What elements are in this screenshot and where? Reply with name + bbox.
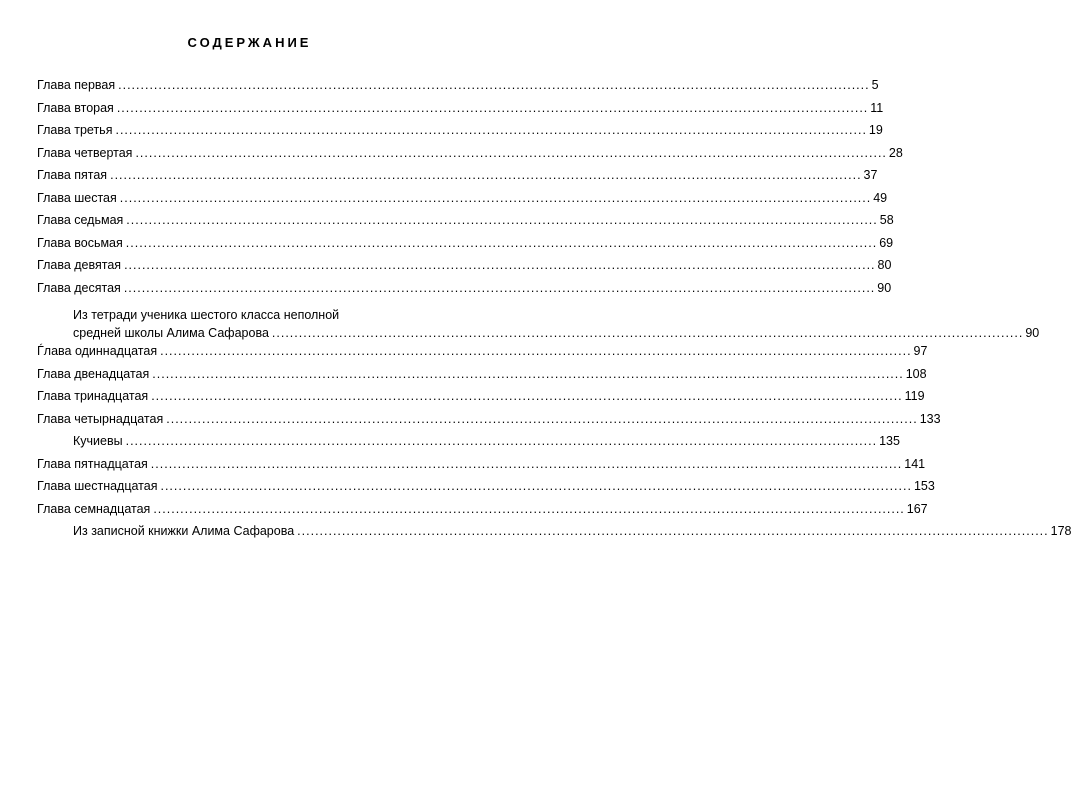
toc-entry-title: Глава семнадцатая xyxy=(37,501,151,516)
toc-entry-page: 11 xyxy=(870,100,884,115)
toc-entry-page: 178 xyxy=(1050,524,1071,538)
toc-entry-title: Из записной книжки Алима Сафарова xyxy=(73,524,295,538)
toc-entry-title: Глава пятая xyxy=(37,168,108,182)
toc-entry-title: Глава четвертая xyxy=(37,145,133,160)
toc-entry xyxy=(37,344,928,367)
toc-entry xyxy=(37,280,892,304)
table-of-contents xyxy=(37,78,1071,547)
toc-dot-leader xyxy=(115,123,866,137)
toc-entry-page: 69 xyxy=(879,235,894,250)
toc-entry-title: Глава третья xyxy=(37,123,113,137)
toc-dot-leader xyxy=(160,479,911,493)
toc-dot-leader xyxy=(152,367,903,381)
toc-entry-page: 153 xyxy=(913,479,935,493)
toc-entry-page: 28 xyxy=(888,145,903,160)
toc-entry xyxy=(37,100,884,124)
toc-dot-leader xyxy=(160,344,911,358)
toc-dot-leader xyxy=(272,324,1023,342)
toc-entry-title: Глава тринадцатая xyxy=(37,389,149,403)
toc-entry-title: Глава восьмая xyxy=(37,235,123,250)
toc-entry xyxy=(37,168,878,191)
toc-entry xyxy=(37,501,928,525)
toc-dot-leader xyxy=(153,502,904,516)
toc-dot-leader xyxy=(124,281,875,295)
page-title: СОДЕРЖАНИЕ xyxy=(187,35,312,50)
toc-dot-leader xyxy=(124,258,875,272)
toc-entry-title: Ѓлава одиннадцатая xyxy=(37,344,158,358)
toc-entry-title: Глава седьмая xyxy=(37,213,124,227)
toc-entry-title: Глава четырнадцатая xyxy=(37,411,164,426)
toc-entry-title: Глава шестая xyxy=(37,190,117,205)
toc-dot-leader xyxy=(135,146,886,160)
toc-dot-leader xyxy=(118,78,869,92)
toc-entry-title: Глава пятнадцатая xyxy=(37,456,148,471)
toc-entry xyxy=(37,213,894,236)
toc-entry-title: средней школы Алима Сафарова xyxy=(73,326,269,340)
toc-entry-page: 119 xyxy=(904,389,925,403)
toc-entry-page: 37 xyxy=(863,168,878,182)
toc-entry-sub xyxy=(37,306,1040,342)
toc-entry-page: 135 xyxy=(879,434,900,448)
toc-entry xyxy=(37,78,879,101)
toc-dot-leader xyxy=(166,412,917,426)
toc-entry-title: Глава десятая xyxy=(37,280,121,295)
toc-entry-page: 167 xyxy=(906,501,928,516)
toc-entry-page: 133 xyxy=(919,411,941,426)
toc-dot-leader xyxy=(126,434,877,448)
toc-entry-page: 58 xyxy=(879,213,894,227)
toc-entry-page: 80 xyxy=(877,258,892,272)
toc-entry-sub xyxy=(37,524,1071,547)
toc-entry-title-line1: Из тетради ученика шестого класса неполной xyxy=(73,308,340,322)
toc-entry-title: Глава девятая xyxy=(37,258,122,272)
toc-entry-title: Глава вторая xyxy=(37,100,114,115)
toc-dot-leader xyxy=(126,213,877,227)
toc-entry-page: 90 xyxy=(1025,326,1040,340)
toc-entry-sub xyxy=(37,434,900,457)
toc-entry-title: Глава шестнадцатая xyxy=(37,479,158,493)
toc-entry xyxy=(37,190,888,214)
toc-entry-page: 19 xyxy=(868,123,883,137)
toc-entry-page: 90 xyxy=(877,280,892,295)
toc-entry-title: Глава двенадцатая xyxy=(37,366,150,381)
toc-entry xyxy=(37,456,926,480)
toc-entry-page: 5 xyxy=(871,78,879,92)
toc-dot-leader xyxy=(120,191,871,205)
toc-entry xyxy=(37,366,927,390)
toc-entry xyxy=(37,123,883,146)
toc-entry-page: 108 xyxy=(905,366,927,381)
toc-entry-page: 49 xyxy=(873,190,888,205)
toc-dot-leader xyxy=(151,457,902,471)
toc-dot-leader xyxy=(151,389,902,403)
toc-entry xyxy=(37,235,894,259)
toc-entry-title: Кучиевы xyxy=(73,434,123,448)
toc-dot-leader xyxy=(110,168,861,182)
toc-entry-page: 141 xyxy=(904,456,926,471)
toc-entry-page: 97 xyxy=(913,344,928,358)
toc-entry xyxy=(37,411,941,435)
toc-entry xyxy=(37,389,925,412)
toc-entry-title: Глава первая xyxy=(37,78,116,92)
toc-entry xyxy=(37,145,903,169)
toc-entry xyxy=(37,258,892,281)
toc-dot-leader xyxy=(126,236,877,250)
toc-entry xyxy=(37,479,935,502)
toc-dot-leader xyxy=(117,101,868,115)
toc-dot-leader xyxy=(297,524,1048,538)
